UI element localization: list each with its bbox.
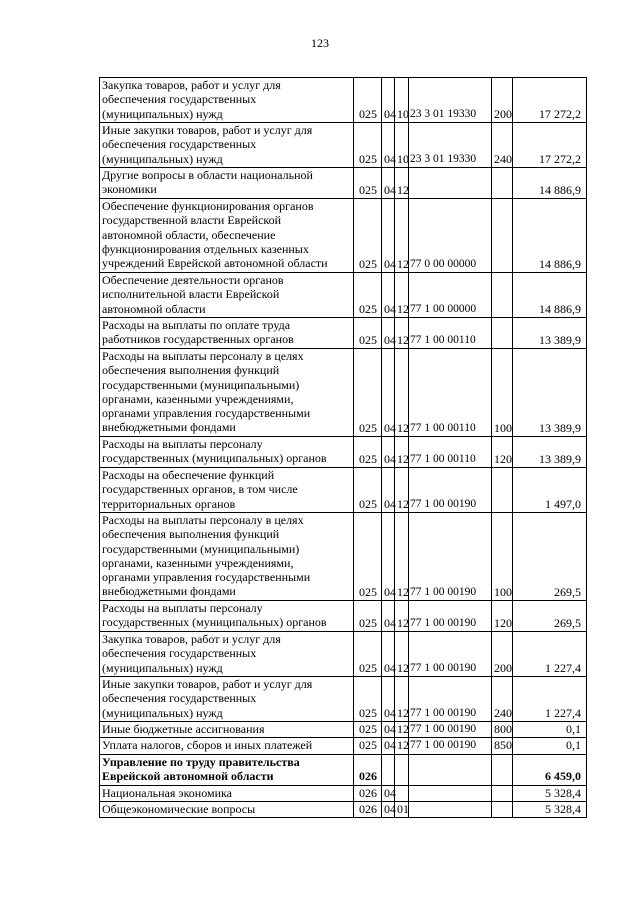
cell-pr: 12	[395, 199, 409, 273]
cell-name-line: обеспечения государственных	[102, 646, 257, 661]
cell-name	[100, 785, 354, 801]
cell-name-line: органами управления государственными	[102, 406, 311, 421]
cell-name-line: (муниципальных) нужд	[102, 705, 223, 720]
cell-name-line: Расходы на выплаты персоналу в целях	[102, 349, 304, 363]
cell-name	[100, 437, 354, 468]
cell-pr: 12	[395, 168, 409, 199]
cell-name-line: учреждений Еврейской автономной области	[102, 256, 328, 271]
cell-ved: 025	[354, 601, 382, 632]
cell-rz: 04	[382, 601, 395, 632]
cell-amount: 14 886,9	[513, 168, 587, 199]
cell-pr: 01	[395, 801, 409, 817]
cell-rz: 04	[382, 513, 395, 601]
cell-amount: 17 272,2	[513, 78, 587, 123]
cell-rz: 04	[382, 168, 395, 199]
cell-ved: 025	[354, 78, 382, 123]
cell-vr: 200	[492, 632, 513, 677]
table-row	[100, 349, 587, 437]
cell-ved: 025	[354, 273, 382, 318]
cell-vr: 850	[492, 738, 513, 754]
cell-name-line: Расходы на выплаты персоналу	[102, 437, 263, 451]
table-row	[100, 78, 587, 123]
cell-csr: 77 1 00 00190	[409, 513, 492, 601]
cell-ved: 025	[354, 168, 382, 199]
cell-name	[100, 78, 354, 123]
table-row	[100, 199, 587, 273]
cell-csr: 77 0 00 00000	[409, 199, 492, 273]
cell-rz: 04	[382, 318, 395, 349]
cell-name	[100, 123, 354, 168]
cell-name-line: обеспечения выполнения функций	[102, 363, 280, 378]
cell-csr: 77 1 00 00110	[409, 437, 492, 468]
cell-amount: 13 389,9	[513, 437, 587, 468]
cell-name-line: Иные закупки товаров, работ и услуг для	[102, 677, 313, 691]
cell-name	[100, 738, 354, 754]
cell-pr: 10	[395, 78, 409, 123]
cell-ved: 025	[354, 722, 382, 738]
cell-vr	[492, 785, 513, 801]
table-row	[100, 437, 587, 468]
cell-pr: 12	[395, 722, 409, 738]
cell-vr	[492, 754, 513, 785]
cell-rz: 04	[382, 738, 395, 754]
cell-vr: 120	[492, 437, 513, 468]
cell-name	[100, 318, 354, 349]
cell-ved: 025	[354, 632, 382, 677]
cell-pr: 12	[395, 468, 409, 513]
cell-name	[100, 601, 354, 632]
cell-name	[100, 677, 354, 722]
cell-name	[100, 168, 354, 199]
cell-name-line: исполнительной власти Еврейской	[102, 287, 280, 302]
cell-name	[100, 199, 354, 273]
cell-amount: 13 389,9	[513, 349, 587, 437]
cell-name-line: государственными (муниципальными)	[102, 377, 300, 392]
table-row	[100, 801, 587, 817]
cell-amount: 6 459,0	[513, 754, 587, 785]
cell-pr: 12	[395, 738, 409, 754]
cell-amount: 1 227,4	[513, 632, 587, 677]
cell-name	[100, 722, 354, 738]
table-row	[100, 754, 587, 785]
cell-name-line: Уплата налогов, сборов и иных платежей	[102, 738, 313, 753]
cell-name	[100, 632, 354, 677]
cell-name-line: Расходы на выплаты персоналу в целях	[102, 513, 304, 527]
page-number: 123	[311, 36, 329, 50]
cell-rz: 04	[382, 632, 395, 677]
cell-ved: 025	[354, 468, 382, 513]
cell-vr: 120	[492, 601, 513, 632]
cell-rz: 04	[382, 722, 395, 738]
cell-name-line: Расходы на обеспечение функций	[102, 468, 275, 482]
cell-rz: 04	[382, 437, 395, 468]
budget-table	[99, 77, 587, 818]
cell-amount: 0,1	[513, 738, 587, 754]
cell-name	[100, 273, 354, 318]
cell-name-line: обеспечения государственных	[102, 137, 257, 152]
cell-csr: 77 1 00 00190	[409, 468, 492, 513]
cell-amount: 269,5	[513, 513, 587, 601]
cell-pr: 12	[395, 437, 409, 468]
cell-pr: 12	[395, 601, 409, 632]
cell-name-line: Иные бюджетные ассигнования	[102, 722, 265, 736]
cell-csr: 77 1 00 00190	[409, 738, 492, 754]
cell-name-line: государственной власти Еврейской	[102, 213, 282, 228]
cell-name-line: (муниципальных) нужд	[102, 151, 223, 166]
table-row	[100, 722, 587, 738]
cell-rz: 04	[382, 199, 395, 273]
cell-pr: 12	[395, 677, 409, 722]
cell-name	[100, 468, 354, 513]
cell-name-line: (муниципальных) нужд	[102, 660, 223, 675]
table-row	[100, 601, 587, 632]
cell-ved: 025	[354, 199, 382, 273]
cell-rz: 04	[382, 349, 395, 437]
cell-ved: 026	[354, 754, 382, 785]
cell-name-line: Обеспечение деятельности органов	[102, 273, 284, 287]
cell-name-line: обеспечения государственных	[102, 92, 257, 107]
cell-rz: 04	[382, 78, 395, 123]
cell-name-line: Еврейской автономной области	[102, 768, 274, 783]
cell-ved: 025	[354, 738, 382, 754]
cell-amount: 13 389,9	[513, 318, 587, 349]
table-row	[100, 468, 587, 513]
cell-rz: 04	[382, 273, 395, 318]
cell-amount: 0,1	[513, 722, 587, 738]
cell-vr: 100	[492, 513, 513, 601]
cell-name-line: государственными (муниципальными)	[102, 541, 300, 556]
cell-rz: 04	[382, 123, 395, 168]
cell-rz: 04	[382, 801, 395, 817]
cell-vr	[492, 168, 513, 199]
cell-name-line: Другие вопросы в области национальной	[102, 168, 313, 182]
cell-vr: 200	[492, 78, 513, 123]
cell-name-line: органами, казенными учреждениями,	[102, 555, 294, 570]
cell-name-line: Закупка товаров, работ и услуг для	[102, 78, 281, 92]
cell-ved: 025	[354, 318, 382, 349]
cell-name-line: Национальная экономика	[102, 785, 232, 800]
cell-amount: 5 328,4	[513, 801, 587, 817]
table-row	[100, 513, 587, 601]
cell-rz: 04	[382, 468, 395, 513]
cell-pr: 12	[395, 513, 409, 601]
cell-name-line: территориальных органов	[102, 496, 236, 511]
cell-pr	[395, 754, 409, 785]
table-row	[100, 738, 587, 754]
cell-name-line: функционирования отдельных казенных	[102, 241, 309, 256]
cell-csr: 77 1 00 00110	[409, 318, 492, 349]
cell-vr: 100	[492, 349, 513, 437]
cell-pr: 10	[395, 123, 409, 168]
cell-name	[100, 349, 354, 437]
cell-name-line: Расходы на выплаты по оплате труда	[102, 318, 291, 332]
cell-name	[100, 801, 354, 817]
cell-amount: 1 227,4	[513, 677, 587, 722]
cell-name-line: Управление по труду правительства	[102, 754, 300, 769]
cell-vr	[492, 468, 513, 513]
table-row	[100, 273, 587, 318]
cell-csr	[409, 754, 492, 785]
cell-name-line: работников государственных органов	[102, 332, 294, 347]
cell-rz	[382, 754, 395, 785]
cell-ved: 026	[354, 801, 382, 817]
cell-pr: 12	[395, 273, 409, 318]
cell-name-line: (муниципальных) нужд	[102, 106, 223, 121]
table-row	[100, 168, 587, 199]
cell-amount: 14 886,9	[513, 273, 587, 318]
cell-csr	[409, 168, 492, 199]
cell-vr: 240	[492, 677, 513, 722]
cell-name-line: Расходы на выплаты персоналу	[102, 601, 263, 615]
cell-rz: 04	[382, 785, 395, 801]
cell-amount: 5 328,4	[513, 785, 587, 801]
cell-csr: 77 1 00 00190	[409, 722, 492, 738]
cell-csr: 23 3 01 19330	[409, 123, 492, 168]
cell-csr: 77 1 00 00190	[409, 632, 492, 677]
cell-ved: 026	[354, 785, 382, 801]
cell-ved: 025	[354, 677, 382, 722]
cell-ved: 025	[354, 123, 382, 168]
cell-name-line: государственных (муниципальных) органов	[102, 615, 327, 630]
cell-name	[100, 754, 354, 785]
cell-vr: 800	[492, 722, 513, 738]
cell-vr	[492, 199, 513, 273]
cell-vr: 240	[492, 123, 513, 168]
cell-name-line: экономики	[102, 182, 157, 197]
cell-amount: 14 886,9	[513, 199, 587, 273]
cell-name-line: обеспечения государственных	[102, 691, 257, 706]
cell-rz: 04	[382, 677, 395, 722]
cell-name-line: автономной области, обеспечение	[102, 227, 276, 242]
cell-pr: 12	[395, 632, 409, 677]
table-row	[100, 785, 587, 801]
cell-vr	[492, 801, 513, 817]
cell-pr: 12	[395, 349, 409, 437]
cell-name-line: автономной области	[102, 301, 206, 316]
cell-amount: 17 272,2	[513, 123, 587, 168]
cell-name-line: государственных органов, в том числе	[102, 482, 298, 497]
cell-ved: 025	[354, 349, 382, 437]
cell-csr: 23 3 01 19330	[409, 78, 492, 123]
cell-ved: 025	[354, 513, 382, 601]
cell-pr	[395, 785, 409, 801]
cell-csr: 77 1 00 00000	[409, 273, 492, 318]
cell-name-line: обеспечения выполнения функций	[102, 527, 280, 542]
cell-csr	[409, 801, 492, 817]
cell-name	[100, 513, 354, 601]
table-row	[100, 318, 587, 349]
cell-amount: 1 497,0	[513, 468, 587, 513]
cell-name-line: внебюджетными фондами	[102, 420, 236, 435]
cell-name-line: Закупка товаров, работ и услуг для	[102, 632, 281, 646]
cell-csr: 77 1 00 00190	[409, 601, 492, 632]
table-row	[100, 632, 587, 677]
cell-name-line: Общеэкономические вопросы	[102, 801, 256, 816]
cell-csr	[409, 785, 492, 801]
cell-name-line: органами, казенными учреждениями,	[102, 391, 294, 406]
table-row	[100, 677, 587, 722]
cell-amount: 269,5	[513, 601, 587, 632]
cell-name-line: государственных (муниципальных) органов	[102, 451, 327, 466]
cell-name-line: органами управления государственными	[102, 570, 311, 585]
cell-csr: 77 1 00 00190	[409, 677, 492, 722]
cell-csr: 77 1 00 00110	[409, 349, 492, 437]
cell-vr	[492, 318, 513, 349]
cell-name-line: Обеспечение функционирования органов	[102, 199, 314, 213]
table-row	[100, 123, 587, 168]
cell-name-line: Иные закупки товаров, работ и услуг для	[102, 123, 313, 137]
cell-name-line: внебюджетными фондами	[102, 584, 236, 599]
cell-pr: 12	[395, 318, 409, 349]
cell-ved: 025	[354, 437, 382, 468]
cell-vr	[492, 273, 513, 318]
